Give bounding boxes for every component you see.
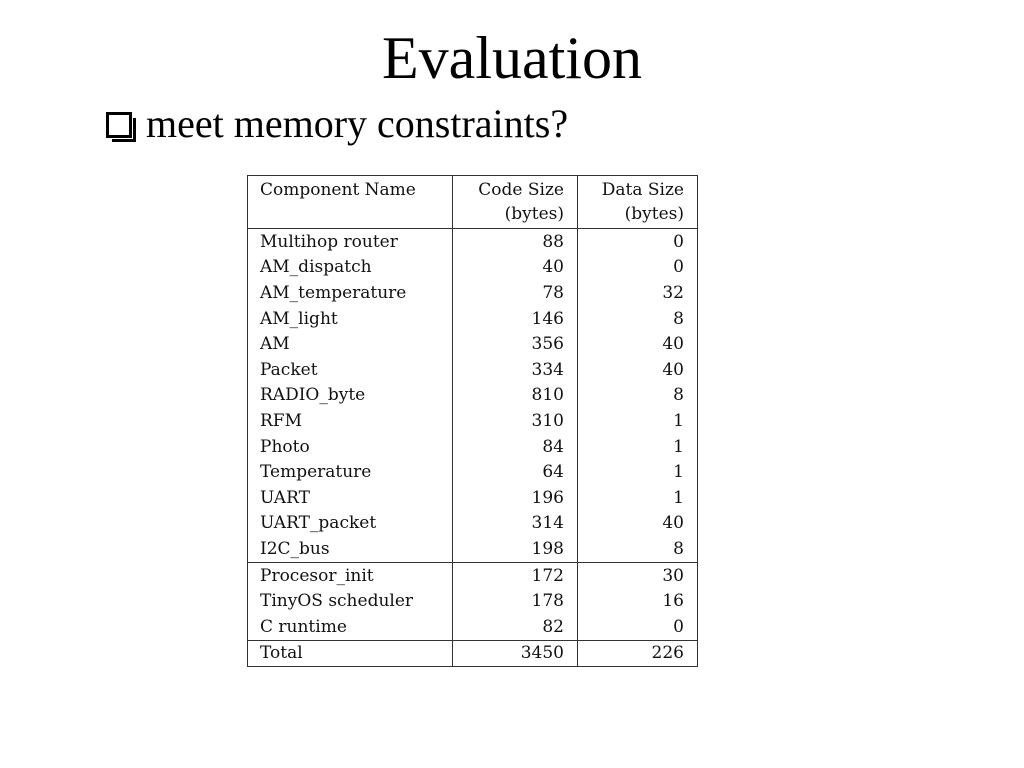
table-row — [248, 614, 698, 640]
memory-table — [247, 175, 698, 667]
component-name-cell: AM_light — [248, 306, 453, 332]
component-name-cell: Packet — [248, 357, 453, 383]
table-header-row — [248, 176, 698, 229]
data-size-cell: 1 — [578, 434, 698, 460]
table-row — [248, 562, 698, 588]
data-size-cell: 8 — [578, 536, 698, 562]
table-row — [248, 511, 698, 537]
data-size-cell: 0 — [578, 255, 698, 281]
data-size-cell: 1 — [578, 408, 698, 434]
component-name-cell: I2C_bus — [248, 536, 453, 562]
data-size-cell: 32 — [578, 280, 698, 306]
header-data-size: Data Size (bytes) — [578, 176, 698, 229]
code-size-cell: 196 — [453, 485, 578, 511]
component-name-cell: C runtime — [248, 614, 453, 640]
data-size-cell: 1 — [578, 485, 698, 511]
code-size-cell: 88 — [453, 229, 578, 255]
data-size-cell: 40 — [578, 331, 698, 357]
data-size-cell: 40 — [578, 511, 698, 537]
table-total — [248, 640, 698, 667]
table-group-application — [248, 229, 698, 563]
total-code-size: 3450 — [453, 640, 578, 667]
table-row — [248, 408, 698, 434]
code-size-cell: 198 — [453, 536, 578, 562]
table-row — [248, 536, 698, 562]
data-size-cell: 16 — [578, 588, 698, 614]
bullet-text: meet memory constraints? — [146, 101, 569, 146]
component-name-cell: UART — [248, 485, 453, 511]
code-size-cell: 810 — [453, 383, 578, 409]
memory-table-container — [247, 175, 697, 667]
table-row — [248, 280, 698, 306]
data-size-cell: 0 — [578, 614, 698, 640]
component-name-cell: Photo — [248, 434, 453, 460]
code-size-cell: 310 — [453, 408, 578, 434]
total-data-size: 226 — [578, 640, 698, 667]
data-size-cell: 8 — [578, 383, 698, 409]
header-code-size: Code Size (bytes) — [453, 176, 578, 229]
code-size-cell: 82 — [453, 614, 578, 640]
table-row — [248, 588, 698, 614]
code-size-cell: 84 — [453, 434, 578, 460]
code-size-cell: 40 — [453, 255, 578, 281]
table-row-total — [248, 640, 698, 667]
table-row — [248, 229, 698, 255]
code-size-cell: 334 — [453, 357, 578, 383]
data-size-cell: 30 — [578, 562, 698, 588]
component-name-cell: AM_temperature — [248, 280, 453, 306]
component-name-cell: AM_dispatch — [248, 255, 453, 281]
table-row — [248, 485, 698, 511]
table-row — [248, 459, 698, 485]
data-size-cell: 8 — [578, 306, 698, 332]
code-size-cell: 172 — [453, 562, 578, 588]
component-name-cell: RFM — [248, 408, 453, 434]
data-size-cell: 0 — [578, 229, 698, 255]
code-size-cell: 356 — [453, 331, 578, 357]
data-size-cell: 1 — [578, 459, 698, 485]
table-row — [248, 357, 698, 383]
total-label: Total — [248, 640, 453, 667]
component-name-cell: RADIO_byte — [248, 383, 453, 409]
table-row — [248, 434, 698, 460]
table-row — [248, 255, 698, 281]
table-group-system — [248, 562, 698, 640]
code-size-cell: 78 — [453, 280, 578, 306]
hollow-square-bullet-icon — [106, 112, 132, 138]
code-size-cell: 178 — [453, 588, 578, 614]
header-component-name: Component Name — [248, 176, 453, 229]
table-row — [248, 383, 698, 409]
component-name-cell: AM — [248, 331, 453, 357]
bullet-item — [106, 100, 568, 148]
component-name-cell: UART_packet — [248, 511, 453, 537]
component-name-cell: Procesor_init — [248, 562, 453, 588]
code-size-cell: 146 — [453, 306, 578, 332]
data-size-cell: 40 — [578, 357, 698, 383]
table-row — [248, 306, 698, 332]
code-size-cell: 314 — [453, 511, 578, 537]
component-name-cell: Temperature — [248, 459, 453, 485]
component-name-cell: TinyOS scheduler — [248, 588, 453, 614]
slide-title: Evaluation — [382, 25, 642, 91]
component-name-cell: Multihop router — [248, 229, 453, 255]
code-size-cell: 64 — [453, 459, 578, 485]
table-row — [248, 331, 698, 357]
